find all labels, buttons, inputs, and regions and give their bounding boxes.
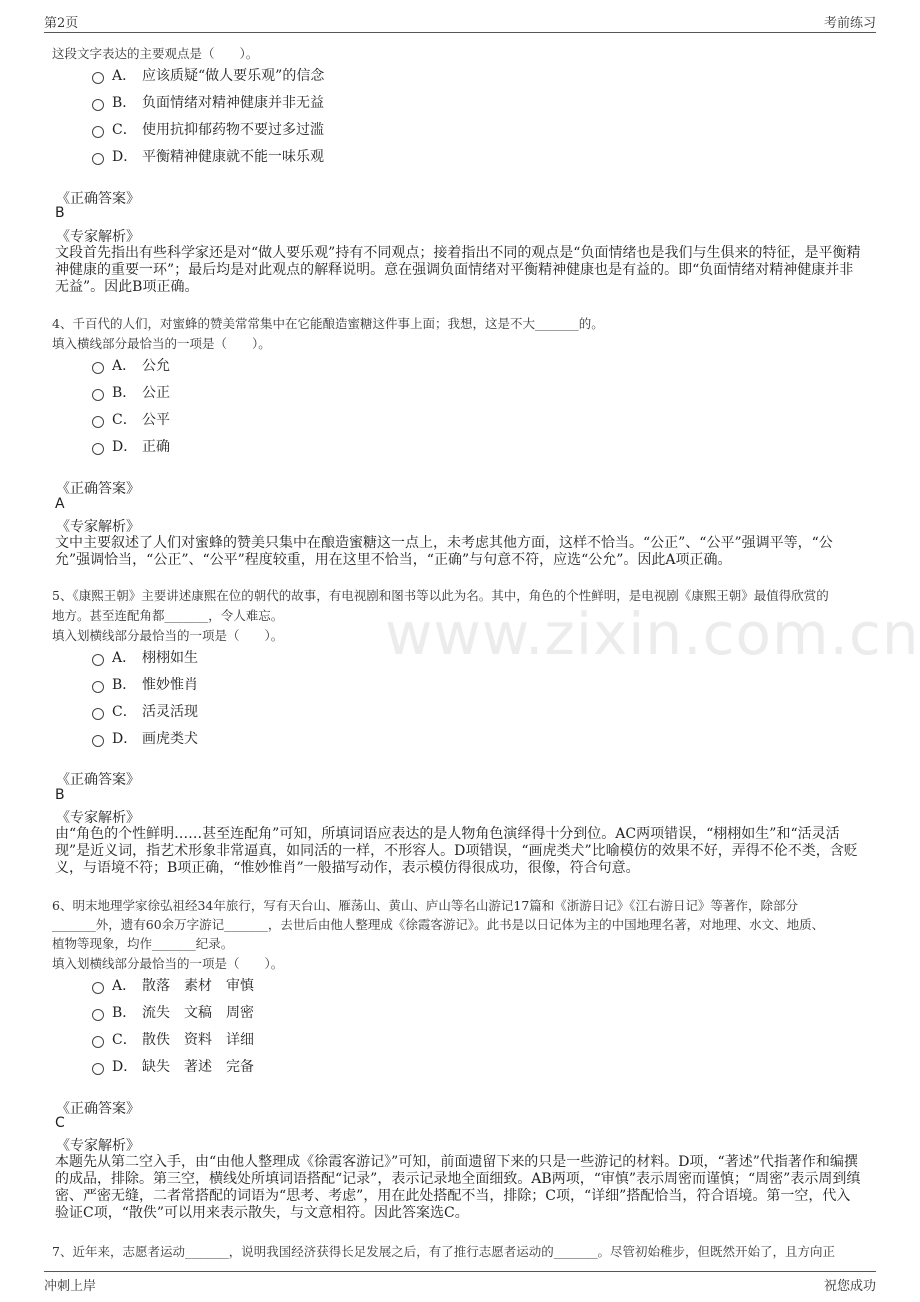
q4-option-a[interactable]: A． 公允: [92, 355, 170, 377]
answer-value: B: [55, 205, 65, 221]
q3-option-c[interactable]: C． 使用抗抑郁药物不要过多过滥: [92, 119, 324, 141]
radio-icon[interactable]: [92, 126, 104, 138]
answer-value: B: [55, 787, 65, 803]
analysis-text: 本题先从第二空入手，由“由他人整理成《徐霞客游记》”可知，前面遗留下来的只是一些游记的材料。D项，“著述”代指著作和编撰的成品，排除。第三空，横线处所填词语搭配“记录”，表示记录地全面细致。AB两项，“审慎”表示周密而谨慎；“周密”表示周到缜密、严密无缝，二者常搭配的词语为“思考、考虑”，用在此处搭配不当，排除；C项，“详细”搭配恰当，符合语境。第一空，代入验证C项，“散佚”可以用来表示散失，与文意相符。因此答案选C。: [55, 1154, 861, 1221]
q4-option-c[interactable]: C． 公平: [92, 409, 170, 431]
analysis-label: 《专家解析》: [56, 519, 140, 535]
q5-option-b[interactable]: B． 惟妙惟肖: [92, 674, 198, 696]
footer-left-text: 冲刺上岸: [44, 1279, 97, 1294]
analysis-label: 《专家解析》: [56, 229, 140, 245]
fill-instruction: 填入划横线部分最恰当的一项是（ ）。: [52, 628, 284, 643]
footer-right-text: 祝您成功: [823, 1279, 876, 1294]
watermark: www.zixin.com.cn: [385, 600, 920, 668]
question-3-stem: 这段文字表达的主要观点是（ ）。: [52, 46, 259, 61]
answer-label: 《正确答案》: [56, 1101, 140, 1117]
q3-option-b[interactable]: B． 负面情绪对精神健康并非无益: [92, 92, 324, 114]
q4-option-b[interactable]: B． 公正: [92, 382, 170, 404]
fill-instruction: 填入划横线部分最恰当的一项是（ ）。: [52, 956, 284, 971]
question-6-stem-line-2: _______外，遗有60余万字游记_______，去世后由他人整理成《徐霞客游记》。此书是以日记体为主的中国地理名著，对地理、水文、地质、: [52, 917, 825, 932]
question-6-stem-line-3: 植物等现象，均作_______纪录。: [52, 936, 234, 951]
radio-icon[interactable]: [92, 735, 104, 747]
fill-instruction: 填入横线部分最恰当的一项是（ ）。: [52, 336, 271, 351]
analysis-text: 由“角色的个性鲜明……甚至连配角”可知，所填词语应表达的是人物角色演绎得十分到位。AC两项错误，“栩栩如生”和“活灵活现”是近义词，指艺术形象非常逼真，如同活的一样，不形容人。D项错误，“画虎类犬”比喻模仿的效果不好，弄得不伦不类，含贬义，与语境不符；B项正确，“惟妙惟肖”一般描写动作，表示模仿得很成功，很像，符合句意。: [55, 826, 858, 876]
radio-icon[interactable]: [92, 99, 104, 111]
page-number: 第2页: [44, 16, 79, 31]
answer-value: A: [55, 496, 65, 512]
radio-icon[interactable]: [92, 681, 104, 693]
radio-icon[interactable]: [92, 362, 104, 374]
radio-icon[interactable]: [92, 72, 104, 84]
radio-icon[interactable]: [92, 443, 104, 455]
radio-icon[interactable]: [92, 982, 104, 994]
page-footer: [44, 1271, 876, 1298]
radio-icon[interactable]: [92, 1063, 104, 1075]
q6-option-b[interactable]: B． 流失 文稿 周密: [92, 1002, 254, 1024]
question-4-stem: 4、千百代的人们，对蜜蜂的赞美常常集中在它能酿造蜜糖这件事上面；我想，这是不大_______的。: [52, 316, 604, 331]
page-header: [44, 10, 876, 33]
q6-option-c[interactable]: C． 散佚 资料 详细: [92, 1029, 254, 1051]
q6-option-d[interactable]: D． 缺失 著述 完备: [92, 1056, 254, 1078]
radio-icon[interactable]: [92, 708, 104, 720]
answer-label: 《正确答案》: [56, 772, 140, 788]
radio-icon[interactable]: [92, 654, 104, 666]
radio-icon[interactable]: [92, 389, 104, 401]
analysis-text: 文中主要叙述了人们对蜜蜂的赞美只集中在酿造蜜糖这一点上，未考虑其他方面，这样不恰当。“公正”、“公平”强调平等，“公允”强调恰当，“公正”、“公平”程度较重，用在这里不恰当，“正确”与句意不符，应选“公允”。因此A项正确。: [55, 535, 833, 568]
radio-icon[interactable]: [92, 416, 104, 428]
question-7-stem: 7、近年来，志愿者运动_______，说明我国经济获得长足发展之后，有了推行志愿者运动的_______。尽管初始稚步，但既然开始了，且方向正: [52, 1244, 835, 1259]
answer-value: C: [55, 1115, 65, 1131]
radio-icon[interactable]: [92, 153, 104, 165]
radio-icon[interactable]: [92, 1009, 104, 1021]
answer-label: 《正确答案》: [56, 481, 140, 497]
q4-option-d[interactable]: D． 正确: [92, 436, 170, 458]
q5-option-c[interactable]: C． 活灵活现: [92, 701, 198, 723]
q3-option-d[interactable]: D． 平衡精神健康就不能一味乐观: [92, 146, 324, 168]
analysis-label: 《专家解析》: [56, 810, 140, 826]
analysis-label: 《专家解析》: [56, 1138, 140, 1154]
q3-option-a[interactable]: A． 应该质疑“做人要乐观”的信念: [92, 65, 324, 87]
header-title: 考前练习: [823, 16, 876, 31]
question-5-stem-line-1: 5、《康熙王朝》主要讲述康熙在位的朝代的故事，有电视剧和图书等以此为名。其中，角色的个性鲜明，是电视剧《康熙王朝》最值得欣赏的: [52, 588, 829, 603]
question-5-stem-line-2: 地方。甚至连配角都_______，令人难忘。: [52, 608, 284, 623]
q5-option-d[interactable]: D． 画虎类犬: [92, 728, 198, 750]
q6-option-a[interactable]: A． 散落 素材 审慎: [92, 975, 254, 997]
analysis-text: 文段首先指出有些科学家还是对“做人要乐观”持有不同观点；接着指出不同的观点是“负面情绪也是我们与生俱来的特征，是平衡精神健康的重要一环”；最后均是对此观点的解释说明。意在强调负面情绪对平衡精神健康也是有益的。即“负面情绪对精神健康并非无益”。因此B项正确。: [55, 245, 861, 295]
answer-label: 《正确答案》: [56, 191, 140, 207]
radio-icon[interactable]: [92, 1036, 104, 1048]
q5-option-a[interactable]: A． 栩栩如生: [92, 647, 198, 669]
question-6-stem-line-1: 6、明末地理学家徐弘祖经34年旅行，写有天台山、雁荡山、黄山、庐山等名山游记17篇和《浙游日记》《江右游日记》等著作，除部分: [52, 898, 799, 913]
